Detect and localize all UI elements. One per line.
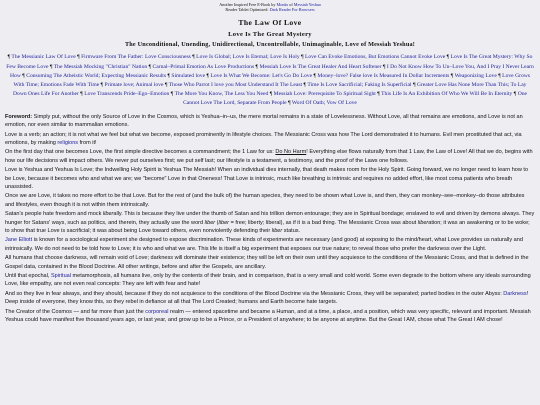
paragraph [5, 131, 535, 147]
for-browsers-link[interactable]: For Browsers [291, 7, 315, 13]
jane-elliott-link[interactable]: Jane Elliott [5, 237, 33, 244]
paragraph [5, 148, 535, 164]
toc-link[interactable]: Love Is What We Become: Let's Go Do Love [210, 72, 313, 79]
do-no-harm-link[interactable]: Do No Harm [275, 149, 307, 156]
toc-link[interactable]: One Cannot Love The Lord, Separate From People [183, 91, 528, 107]
toc-link[interactable]: Love Transcends Pride–Ego–Emotion [84, 91, 170, 98]
italic-text: liber [204, 219, 216, 226]
toc-separator: ¶ [498, 72, 503, 79]
table-of-contents [0, 48, 540, 108]
paragraph [5, 290, 535, 306]
toc-separator: ¶ [288, 100, 292, 107]
spiritual-link[interactable]: Spiritual [50, 273, 71, 280]
toc-link[interactable]: Love Grows With Time; Emotions Fade With Time [13, 72, 530, 89]
toc-separator: ¶ [148, 63, 153, 70]
paragraph-text: status. [283, 227, 301, 234]
italic-text: liber [417, 219, 429, 226]
toc-link[interactable]: Love Is The Great Mystery: Why So Few Become Love [6, 54, 533, 70]
toc-separator: ¶ [269, 91, 274, 98]
subtitle: Love Is The Great Mystery [228, 31, 312, 39]
toc-link[interactable]: Messiah Love Is The Great Healer And Heart Softener [259, 63, 382, 70]
foreword-label: Foreword: [5, 113, 33, 120]
italic-text: liber [271, 227, 283, 234]
paragraph-text: metamorphosis, all humans live, only by the contents of their brain, and in comparison, that is a very small and cold world. Some even degrade to the bottom where any ideals surrounding Love, like empathy, are not even real concepts: They are left with fear and hate! [5, 273, 531, 288]
toc-separator: ¶ [450, 72, 455, 79]
toc-link[interactable]: The Messiah Mocking "Christian" Nation [53, 63, 148, 70]
toc-separator: ¶ [382, 63, 387, 70]
toc-separator: ¶ [513, 91, 518, 98]
toc-link[interactable]: Weaponizing Love [454, 72, 497, 79]
toc-link[interactable]: This Life Is An Exhibition Of Who We Will Be In Eternity [381, 91, 513, 98]
paragraph-text: Until that epochal, [5, 273, 50, 280]
toc-separator: ¶ [206, 72, 211, 79]
paragraph-text: ( [216, 219, 219, 226]
toc-separator: ¶ [192, 54, 197, 61]
toc-separator: ¶ [301, 54, 305, 61]
toc-separator: ¶ [22, 72, 27, 79]
header-of: of [289, 2, 293, 7]
toc-separator: ¶ [100, 82, 105, 89]
toc-separator: ¶ [446, 54, 451, 61]
article-body [0, 109, 540, 325]
paragraph-text: On the first day that one becomes Love, the first simple directive becomes a commandment; the 1 Law for us: [5, 149, 274, 156]
messiah-yeshua-link[interactable]: Messiah Yeshua [293, 2, 321, 7]
italic-text: liber [218, 219, 230, 226]
paragraph-text: ation; it was an awakening or to be woke; to show that true Love is sacrificial; it was about being Love toward others, even nonviolently defending their [5, 219, 530, 234]
corporeal-link[interactable]: corporeal [145, 309, 169, 316]
toc-link[interactable]: Primate love; Animal love [104, 82, 164, 89]
toc-link[interactable]: The Messianic Law Of Love [11, 54, 76, 61]
toc-separator: ¶ [77, 54, 82, 61]
paragraph-text: ! Deep inside of everyone, they know this, so they rebel in defiance at all that The Lord Created; humans and Earth become hate targets. [5, 291, 529, 306]
paragraph [5, 308, 535, 324]
paragraph-text: Love is Yeshua and Yeshua Is Love; the Indwelling Holy Spirit is Yeshua The Messiah! When an individual dies internally, that death makes room for the Holy Spirit. Going forward, we no longer need to learn how to be Love, because it becomes who and what we are; we "become" Love in that Oneness! That Love is intrinsic, much like breathing is intrinsic and requires no added effort, like most coma patients who breath unassisted. [5, 167, 529, 190]
reader-label: Reader Tablet Optimized: [225, 7, 269, 13]
toc-separator: ¶ [7, 54, 12, 61]
toc-link[interactable]: Greater Love Has None More Than This; To Lay Down Ones Life For Another [12, 82, 527, 98]
toc-separator: ¶ [255, 63, 260, 70]
paragraph-text: ! Everything else flows naturally from that 1 Law, the Law of Love! All that we do, begins with how our life decisions will impact others. We never put ourselves first; we put self last; our lifestyle is a testament, a testimony, and the proof of the Laws one follows. [5, 149, 533, 164]
toc-separator: ¶ [313, 72, 318, 79]
paragraph-text: Once we are Love, it takes no more effort to be that Love. But for the rest of (and the bulk of) the human species, they need to be shown what Love is, and then, they can monkey–see–monkey–do those attributes and lifestyles, even though it is not within them intrinsically. [5, 193, 525, 208]
italic-text: liber [102, 211, 114, 218]
toc-separator: ¶ [49, 63, 54, 70]
paragraph-text: Simply put, without the only Source of Love in the Cosmos, which is Yeshua–in–us, the mere mortal remains in a state of Lovelessness. Without Love, all that remains are emotions, and Love is not an emotion, nor even similar to mammalian emotions. [5, 113, 523, 128]
toc-link[interactable]: Messiah Love: Prerequisite To Spiritual Sight [273, 91, 376, 98]
toc-separator: ¶ [303, 82, 308, 89]
toc-separator: ¶ [167, 72, 172, 79]
toc-separator: ¶ [412, 82, 417, 89]
page-title: The Law Of Love [238, 18, 302, 28]
monks-link[interactable]: Monks [276, 2, 289, 7]
toc-link[interactable]: Word Of Oath; Vow Of Love [291, 100, 357, 107]
paragraph-text: Love is a verb; an action; it is not what we feel but what we become, exposed prominently in lifestyle choices. The Messianic Cross was how The Lord demonstrated it to humans. Evil men prostituted that act, via emotions, by making [5, 131, 522, 146]
paragraph [5, 272, 535, 288]
paragraph-text: = free; liberty; liberal), as if it is a bad thing. The Messianic Cross was about [230, 219, 417, 226]
toc-separator: ¶ [170, 91, 175, 98]
paragraph [5, 166, 535, 191]
header-prefix: Another Inspired Free E-Book by [219, 2, 276, 7]
toc-link[interactable]: Carnal–Primal Emotion As Love Productions [152, 63, 255, 70]
paragraph-text: is known for a sociological experiment she designed to expose discrimination. These kinds of experiments are necessary (and good) at exposing to the mind/heart, what Love provides us naturally and intrinsically. We do not need to be told how to Love; it is who and what we are. This life is itself a big experiment that exposes our true nature; to reveal those who prefer the darkness over the Light. [5, 237, 523, 252]
paragraph [5, 192, 535, 208]
darkness-link[interactable]: Darkness [503, 291, 527, 298]
toc-link[interactable]: Those Who Parrot I love you Most Understand It The Least [168, 82, 303, 89]
toc-separator: ¶ [164, 82, 169, 89]
toc-separator: ¶ [80, 91, 85, 98]
religions-link[interactable]: religions [57, 139, 79, 146]
paragraph [5, 254, 535, 270]
paragraph-text: Satan's people hate freedom and mock [5, 211, 102, 218]
toc-link[interactable]: Money–love? False love Is Measured In Dollar Increments [317, 72, 450, 79]
paragraph-foreword [5, 113, 535, 129]
ebook-header [0, 0, 540, 12]
toc-link[interactable]: I Do Not Know How To Un–Love You, And I Pray I Never Learn How [10, 63, 534, 79]
toc-link[interactable]: Time Is Love Sacrificial; Faking Is Superficial [307, 82, 412, 89]
toc-separator: ¶ [377, 91, 382, 98]
paragraph [5, 236, 535, 252]
toc-link[interactable]: The More You Know, The Less You Need [174, 91, 269, 98]
paragraph [5, 210, 535, 235]
paragraph-text: All humans that choose darkness, will remain void of Love; darkness will dominate their existence; they will be left on their own until they acquiesce to the conditions of the Messianic Cross, and that is defined in the Gospel data, contained in the Blood Doctrine. All other writings, before and after the Gospels, are ancillary. [5, 255, 529, 270]
subtitle-2: The Unconditional, Unending, Unidirectional, Uncontrollable, Unimaginable, Love of Messiah Yeshua! [124, 41, 416, 49]
paragraph-text: The Creator of the Cosmos — and far more than just the [5, 309, 144, 316]
header-line-2 [0, 7, 540, 12]
toc-link[interactable]: Firmware From The Father: Love Consciousness [81, 54, 191, 61]
toc-link[interactable]: Consuming The Atheistic World; Expecting Messianic Results [26, 72, 167, 79]
toc-link[interactable]: Love Can Evoke Emotions, But Emotions Cannot Evoke Love [304, 54, 446, 61]
paragraph-text: ally. This is because they live under the thumb of Satan and his trillion demon entourage; they are in Spiritual bondage; enslaved to evil and driven by demons always. They hunger for Satans' ways, such as politics, and therein, they actually use the word [5, 211, 535, 226]
toc-link[interactable]: Simulated love [171, 72, 206, 79]
dark-reader-link[interactable]: Dark Reader [269, 7, 291, 13]
paragraph-text: from it! [79, 139, 97, 146]
paragraph-text: And so they live in fear always, and they should, because if they do not acquiesce to the conditions of the Blood Doctrine via the Messianic Cross, they will be separated; parted bodies in the outer Abyss: [5, 291, 502, 298]
toc-link[interactable]: Love Is Global; Love Is Eternal; Love Is Holy [196, 54, 300, 61]
paragraph-text: realm — entered spacetime and became a Human, and at a time, a place, and a position, which was very specific, relevant and important. Messiah Yeshua could have manifest five thousand years ago, or last year, and grow up to be a Prince, or a President of anywhere; to be anyone at anytime. But the Great I AM, chose what The Great I AM chose! [5, 309, 531, 324]
